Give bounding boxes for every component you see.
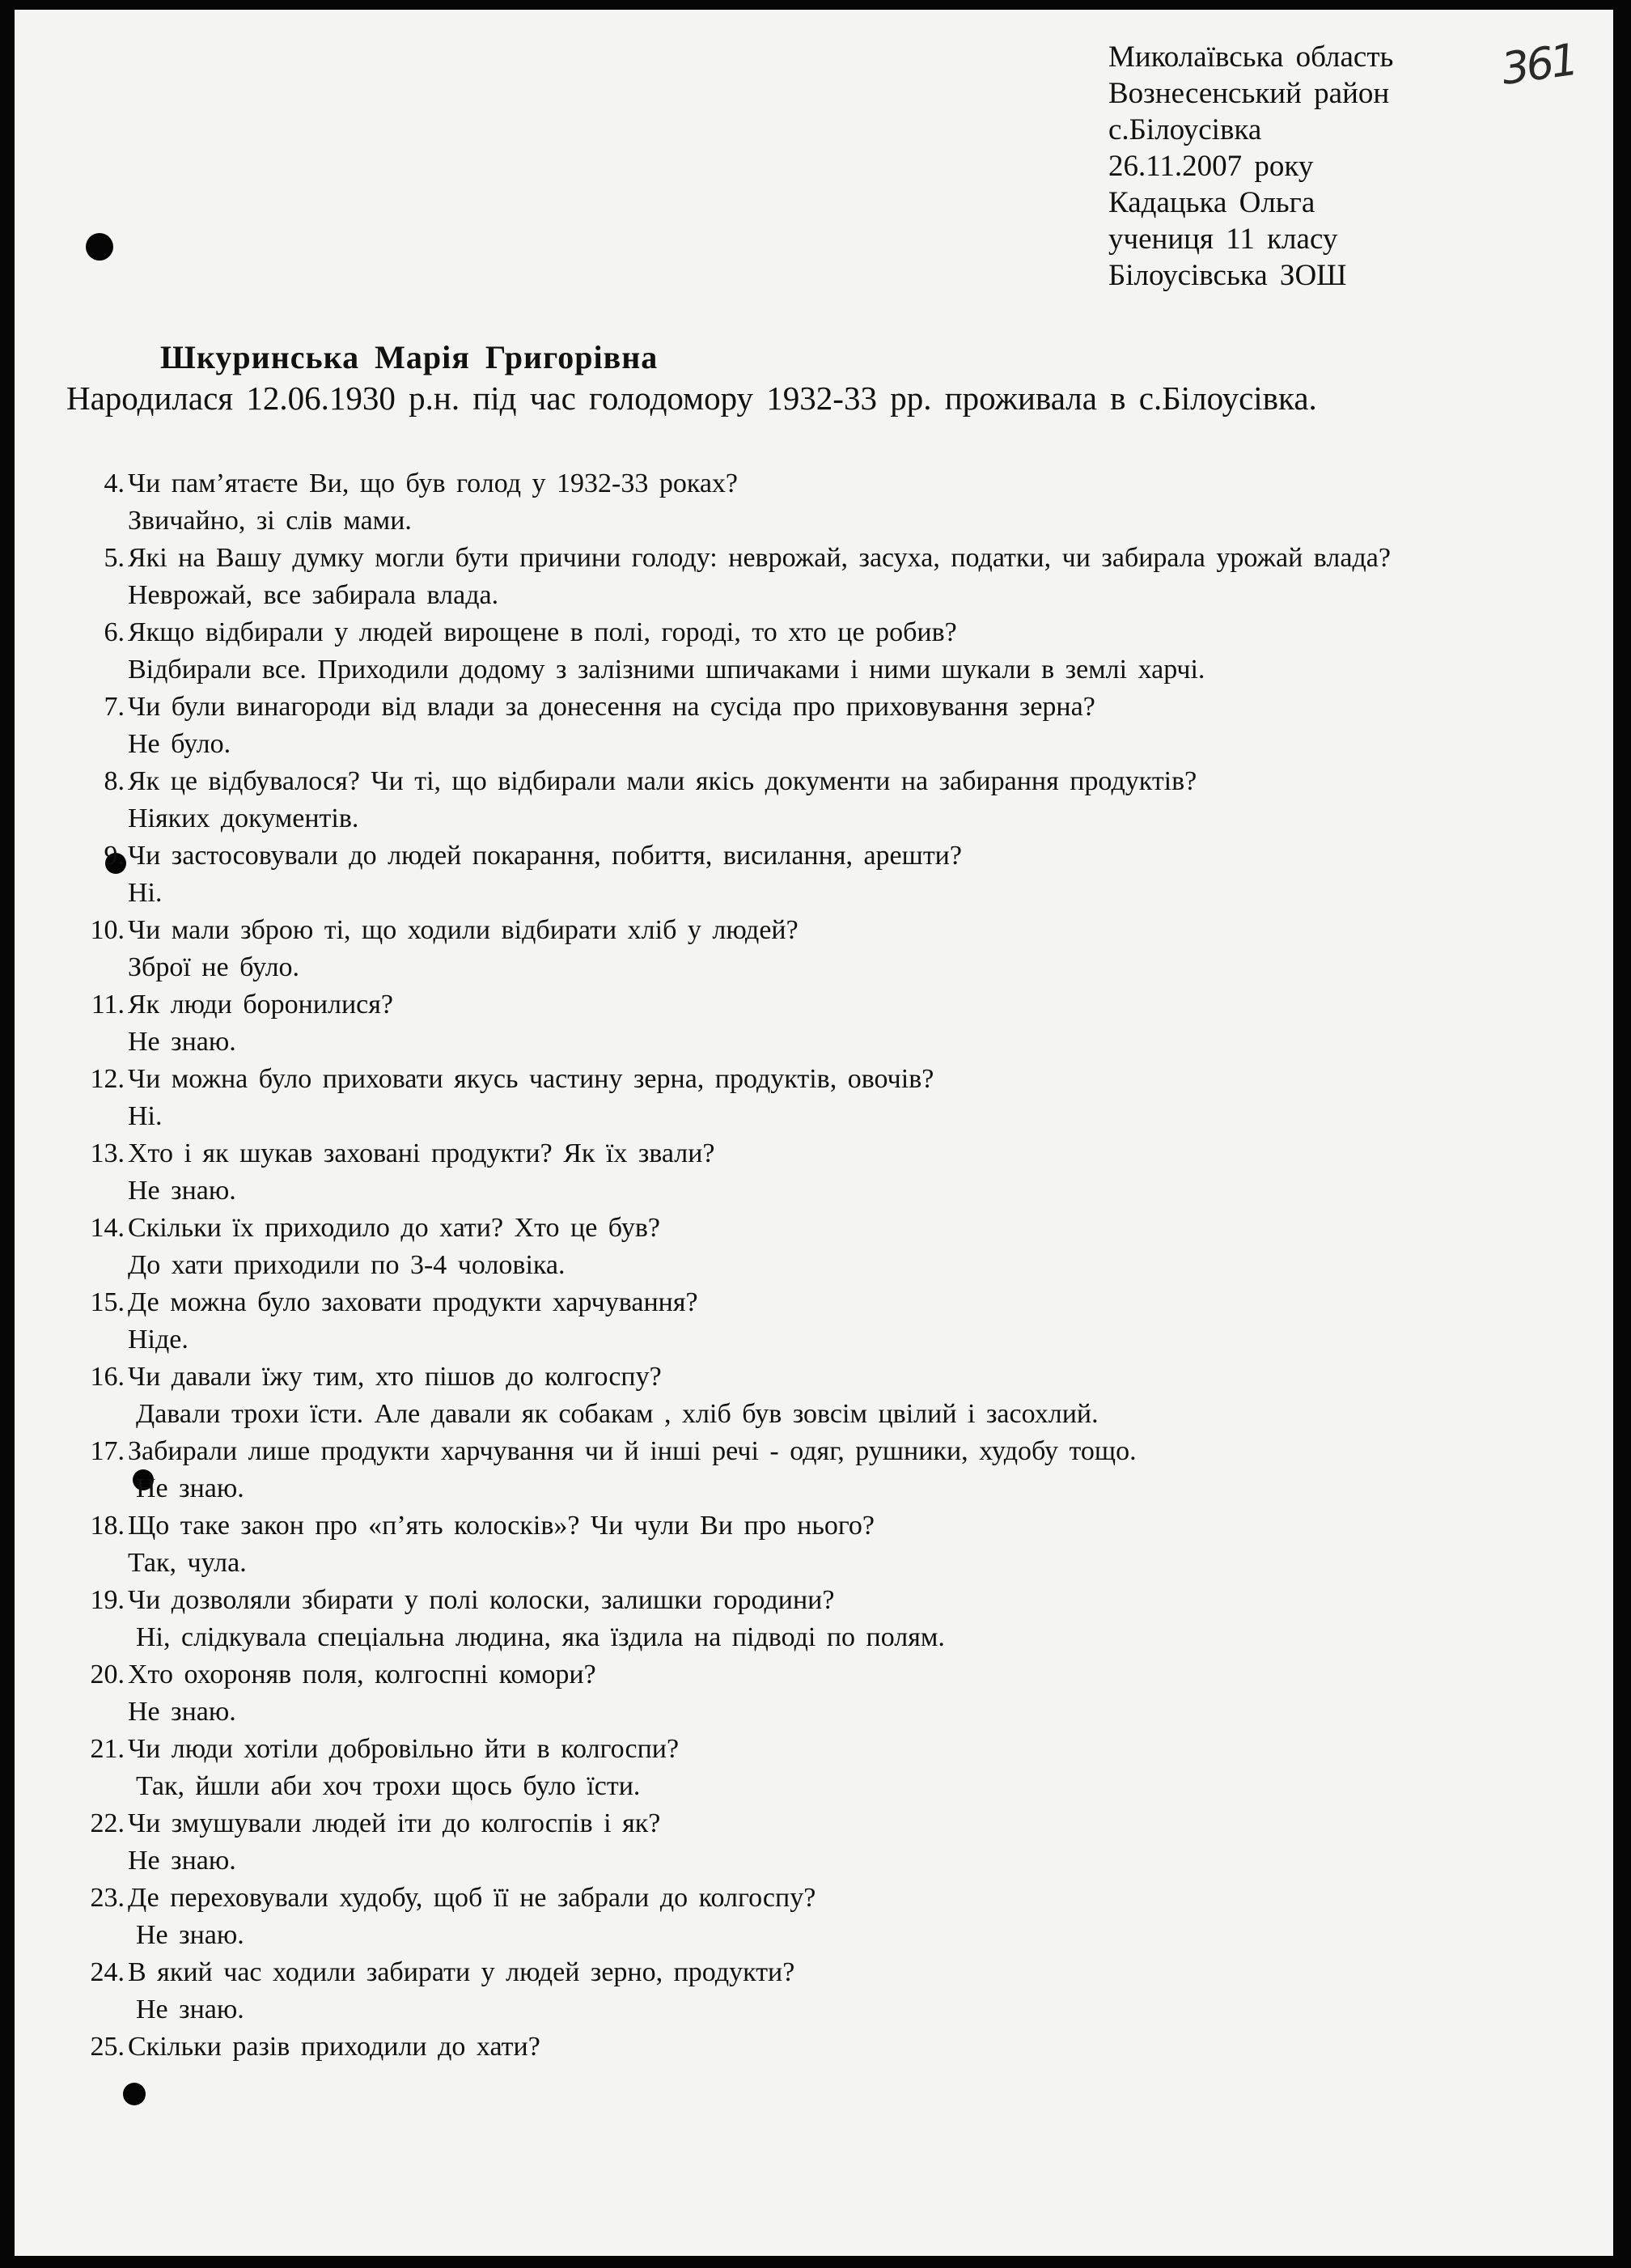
question-text: Хто охороняв поля, колгоспні комори? (128, 1660, 596, 1689)
question (63, 1135, 1568, 1172)
answer-text: До хати приходили по 3-4 чоловіка. (128, 1250, 566, 1280)
question-number: 10. (90, 915, 125, 945)
question-number: 24. (90, 1957, 125, 1987)
question (63, 912, 1568, 949)
question-text: Забирали лише продукти харчування чи й інші речі - одяг, рушники, худобу тощо. (128, 1436, 1137, 1466)
person-name: Шкуринська Марія Григорівна (160, 339, 659, 375)
question-number: 13. (90, 1138, 125, 1168)
question-text: В який час ходили забирати у людей зерно, продукти? (128, 1957, 795, 1987)
answer-text: Відбирали все. Приходили додому з залізними шпичаками і ними шукали в землі харчі. (128, 655, 1205, 685)
question-number: 12. (90, 1064, 125, 1094)
answer-text: Не було. (128, 729, 231, 759)
question-list (63, 465, 1568, 2066)
question-text: Якщо відбирали у людей вирощене в полі, городі, то хто це робив? (128, 617, 957, 647)
header-block (1108, 39, 1393, 294)
question-number: 5. (104, 543, 125, 573)
district-line: Вознесенський район (1108, 77, 1390, 110)
answer-text: Не знаю. (136, 1473, 244, 1503)
answer-text: Не знаю. (128, 1176, 236, 1206)
question (63, 763, 1568, 800)
question-number: 6. (104, 617, 125, 647)
answer-text: Ні. (128, 1101, 163, 1131)
question-number: 22. (90, 1808, 125, 1838)
question (63, 1656, 1568, 1694)
question-text: Хто і як шукав заховані продукти? Як їх звали? (128, 1138, 715, 1168)
question-number: 8. (104, 766, 125, 796)
question-text: Чи давали їжу тим, хто пішов до колгоспу? (128, 1362, 662, 1392)
question-text: Де можна було заховати продукти харчування? (128, 1287, 698, 1317)
question (63, 1805, 1568, 1842)
date-line: 26.11.2007 року (1108, 150, 1314, 183)
question-number: 16. (90, 1362, 125, 1392)
question (63, 837, 1568, 875)
question (63, 1210, 1568, 1247)
question (63, 2028, 1568, 2066)
question-number: 4. (104, 468, 125, 498)
author-class-line: учениця 11 класу (1108, 223, 1338, 256)
question-text: Чи дозволяли збирати у полі колоски, залишки городини? (128, 1585, 835, 1615)
question-text: Де переховували худобу, щоб її не забрали до колгоспу? (128, 1883, 816, 1913)
question (63, 1880, 1568, 1917)
question (63, 1507, 1568, 1545)
question-text: Що таке закон про «п’ять колосків»? Чи чули Ви про нього? (128, 1511, 875, 1541)
question-text: Як це відбувалося? Чи ті, що відбирали мали якісь документи на забирання продуктів? (128, 766, 1197, 796)
answer-text: Так, чула. (128, 1548, 247, 1578)
question (63, 1582, 1568, 1619)
question-number: 9. (104, 841, 125, 871)
question (63, 614, 1568, 651)
question (63, 1359, 1568, 1396)
question-number: 17. (90, 1436, 125, 1466)
answer-text: Ніяких документів. (128, 803, 359, 833)
question-text: Як люди боронилися? (128, 990, 394, 1020)
question (63, 540, 1503, 577)
question (63, 1284, 1568, 1321)
question-number: 18. (90, 1511, 125, 1541)
document-page (15, 10, 1613, 2256)
answer-text: Неврожай, все забирала влада. (128, 580, 499, 610)
question-text: Чи змушували людей іти до колгоспів і як? (128, 1808, 661, 1838)
punch-hole (123, 2083, 146, 2105)
question (63, 986, 1568, 1024)
question-number: 19. (90, 1585, 125, 1615)
question (63, 1954, 1568, 1991)
question-text: Чи можна було приховати якусь частину зерна, продуктів, овочів? (128, 1064, 934, 1094)
question (63, 1433, 1568, 1470)
question (63, 465, 1568, 502)
handwritten-page-number: 361 (1498, 33, 1579, 95)
question-text: Які на Вашу думку могли бути причини голоду: неврожай, засуха, податки, чи забирала урожай влада? (128, 543, 1391, 573)
question-number: 20. (90, 1660, 125, 1689)
question-number: 7. (104, 692, 125, 722)
answer-text: Ніде. (128, 1325, 189, 1354)
village-line: с.Білоусівка (1108, 113, 1262, 146)
person-intro: Народилася 12.06.1930 р.н. під час голодомору 1932-33 рр. проживала в с.Білоусівка. (66, 379, 1317, 417)
answer-text: Не знаю. (128, 1027, 236, 1057)
question-number: 23. (90, 1883, 125, 1913)
answer-text: Давали трохи їсти. Але давали як собакам , хліб був зовсім цвілий і засохлий. (136, 1399, 1099, 1429)
question-number: 15. (90, 1287, 125, 1317)
answer-text: Ні, слідкувала спеціальна людина, яка їздила на підводі по полям. (136, 1622, 945, 1652)
answer-text: Не знаю. (136, 1920, 244, 1950)
answer-text: Ні. (128, 878, 163, 908)
question-text: Скільки разів приходили до хати? (128, 2032, 540, 2062)
answer-text: Не знаю. (128, 1846, 236, 1876)
answer-text: Так, йшли аби хоч трохи щось було їсти. (136, 1771, 641, 1801)
answer-text: Не знаю. (128, 1697, 236, 1727)
question-text: Чи люди хотіли добровільно йти в колгоспи? (128, 1734, 680, 1764)
question-text: Чи пам’ятаєте Ви, що був голод у 1932-33 роках? (128, 468, 739, 498)
question-text: Чи були винагороди від влади за донесення на сусіда про приховування зерна? (128, 692, 1095, 722)
question-number: 11. (91, 990, 125, 1020)
answer-text: Зброї не було. (128, 952, 300, 982)
question (63, 1061, 1568, 1098)
punch-hole (86, 233, 113, 261)
question-number: 14. (90, 1213, 125, 1243)
answer-text: Звичайно, зі слів мами. (128, 506, 412, 536)
school-line: Білоусівська ЗОШ (1108, 259, 1347, 292)
question-text: Чи застосовували до людей покарання, побиття, висилання, арешти? (128, 841, 962, 871)
answer-text: Не знаю. (136, 1995, 244, 2024)
question-text: Скільки їх приходило до хати? Хто це був? (128, 1213, 660, 1243)
question (63, 689, 1568, 726)
author-line: Кадацька Ольга (1108, 186, 1315, 219)
question-number: 21. (90, 1734, 125, 1764)
question (63, 1731, 1568, 1768)
region-line: Миколаївська область (1108, 40, 1394, 74)
question-number: 25. (90, 2032, 125, 2062)
question-text: Чи мали зброю ті, що ходили відбирати хліб у людей? (128, 915, 799, 945)
